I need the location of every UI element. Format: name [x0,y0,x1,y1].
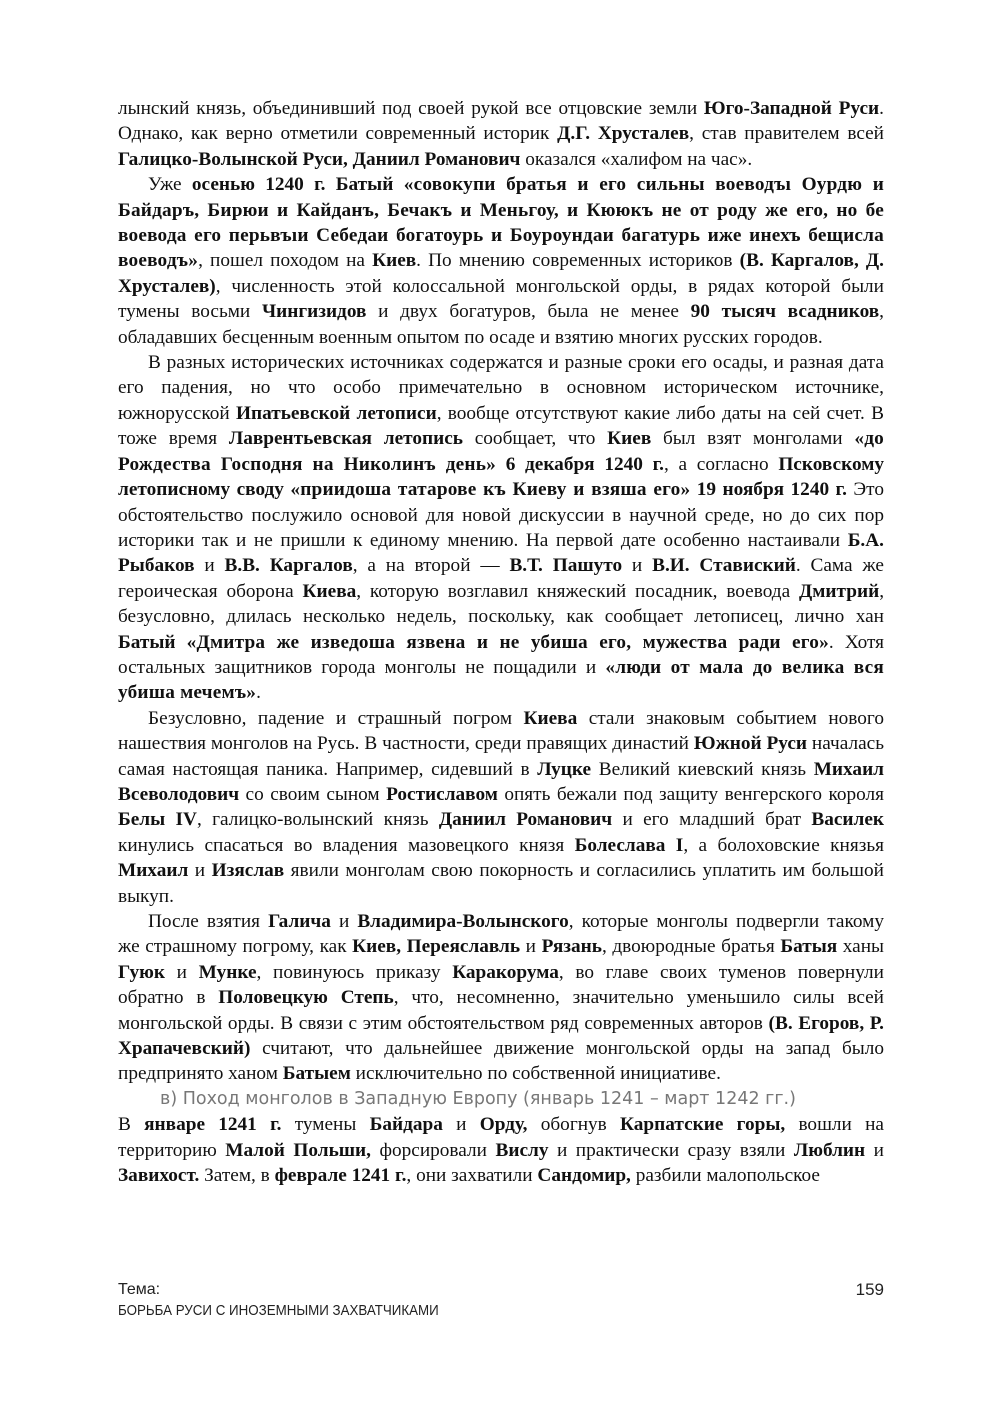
bold-term: Псковскому летописному своду [118,453,884,501]
bold-term: Батыя [780,936,838,958]
text-run: В разных исторических источниках содержатся и разные сроки его осады, и разная дата его падения, но что особо примечательно в основном историческом источнике, южнорусской [118,352,884,424]
text-run: , что, несомненно, значительно уменьшило силы всей монгольской орды. В связи с этим обстоятельством ряд современных авторов [118,987,884,1034]
chronicle-quote: «приидоша татарове къ Киеву и взяша его» [290,479,691,501]
main-text [118,96,884,1087]
text-run: . Сама же героическая оборона [118,555,884,602]
bold-term: январе 1241 г. [144,1114,282,1136]
bold-term: Михаил Всеволодович [118,758,884,805]
text-run: началась самая настоящая паника. Например, сидевший в [118,733,884,780]
bold-term: Ипатьевской летописи [235,402,437,424]
bold-term: Б.А. Рыбаков [118,529,884,577]
paragraph [118,706,884,909]
paragraph [118,350,884,706]
text-run: со своим сыном [239,783,387,805]
text-run: , повинуюсь приказу [256,961,453,983]
bold-term: Д.Г. Хрусталев [557,123,690,145]
text-run: тумены [281,1114,370,1136]
bold-term: Киева [523,707,578,729]
text-run: Это обстоятельство послужило основой для новой дискуссии в научной среде, но до сих пор историки так и не пришли к единому мнению. На первой дате особенно настаивали [118,479,884,551]
bold-term: Изяслав [211,860,285,882]
bold-term: Луцке [537,758,592,780]
text-run [496,454,506,475]
text-run: и [442,1114,480,1136]
text-run: обогнув [527,1114,621,1136]
bold-term: Вислу [495,1139,549,1161]
text-run: Безусловно, падение и страшный погром [148,707,524,729]
text-run: и [330,911,358,932]
text-run: стали знаковым событием нового нашествия монголов на Русь. В частности, среди правящих династий [118,707,884,755]
bold-term: Лаврентьевская летопись [228,428,463,450]
text-run: был взят монголами [651,428,855,450]
bold-term: 19 ноября 1240 г. [696,479,847,501]
bold-term: Галицко-Волынской Руси, Даниил Романович [118,148,521,170]
bold-term: Михаил [118,860,189,882]
text-run: , а согласно [663,453,779,475]
text-run: В [118,1114,145,1136]
bold-term: (В. Каргалов, Д. Хрусталев) [118,250,884,297]
text-run: разбили малопольское [630,1165,820,1187]
text-run: оказался «халифом на час». [520,148,753,170]
text-run: исключительно по собственной инициативе. [350,1063,721,1085]
bold-term: (В. Егоров, Р. Храпачевский) [118,1012,884,1060]
bold-term: феврале 1241 г. [274,1165,407,1187]
text-run: и двух богатуров, была не менее [366,301,691,323]
bold-term: В.В. Каргалов [224,555,353,577]
text-run: Затем, в [199,1165,275,1187]
text-run: , став правителем всей [689,123,884,145]
chronicle-quote: «совокупи братья и его сильны воеводъı Оурдю и Байдаръ, Бирюи и Кайданъ, Бечакъ и Меньгоу, и Кююкъ не от роду же его, но бе воевода его перьвъıи Себедаи богатоурь и Боуроундаи багатурь иже инехъ бещисла воеводъ» [118,174,885,272]
text-run: считают, что дальнейшее движение монгольской орды на запад было предпринято ханом [118,1038,884,1085]
text-run: . [256,682,261,704]
text-run: , которую возглавил княжеский посадник, воевода [356,580,800,602]
bold-term: Завихост. [118,1165,200,1187]
text-run: , а на второй — [352,555,510,577]
text-run: сообщает, что [462,428,608,450]
page-number: 159 [855,1280,884,1299]
text-run: опять бежали под защиту венгерского короля [497,783,885,805]
text-run: явили монголам свою покорность и согласились уплатить им большой выкуп. [118,860,884,907]
bold-term: Люблин [793,1139,866,1161]
bold-term: Болеслава I [574,834,684,856]
bold-term: Киев [372,250,417,272]
bold-term: Киева [302,580,357,602]
text-run: и [188,860,212,882]
text-run [176,632,187,653]
text-run: и практически сразу взяли [548,1139,794,1161]
text-run: , галицко-волынский князь [196,809,439,831]
topic-title: БОРЬБА РУСИ С ИНОЗЕМНЫМИ ЗАХВАТЧИКАМИ [118,1303,439,1319]
page-footer [118,1280,884,1322]
bold-term: Батыем [282,1063,351,1085]
bold-term: Южной Руси [693,733,808,755]
bold-term: Рязань [541,936,602,958]
text-run: и его младший брат [612,809,812,831]
paragraph [118,96,884,172]
text-run: лынский князь, объединивший под своей рукой все отцовские земли [118,98,704,119]
page-body [118,96,884,1188]
bold-term: Галича [268,911,331,932]
last-paragraph [118,1112,884,1188]
text-run: . По мнению современных историков [416,250,740,272]
bold-term: Мунке [198,961,257,983]
bold-term: В.Т. Пашуто [509,555,623,577]
bold-term: Ростиславом [386,783,498,805]
bold-term: Василек [811,809,884,831]
text-run: После взятия [148,911,269,932]
text-run: Великий киевский князь [591,758,814,780]
continued-text [118,1112,884,1188]
text-run: , вообще отсутствуют какие либо даты на сей счет. В тоже время [118,402,884,450]
bold-term: В.И. Ставиский [652,555,796,577]
chronicle-quote: «люди от мала до велика вся убиша мечемъ» [118,656,885,704]
bold-term: Даниил Романович [438,809,613,831]
bold-term: Юго-Западной Руси [703,98,880,119]
chronicle-quote: «Дмитра же изведоша язвена и не убиша его, мужества ради его» [186,631,829,653]
bold-term: Чингизидов [261,301,367,323]
text-run: вошли на территорию [118,1114,884,1161]
text-run: и [520,936,542,958]
text-run: . Хотя остальных защитников города монголы не пощадили и [118,631,884,678]
bold-term: Карпатские горы, [620,1114,786,1136]
text-run: ханы [837,936,884,958]
chronicle-quote: «до Рождества Господня на Николинъ день» [118,428,884,475]
text-run: форсировали [370,1139,496,1161]
text-run: . Однако, как верно отметили современный историк [118,98,884,145]
bold-term: Владимира-Волынского [357,911,569,932]
text-run: , безусловно, длилась несколько недель, поскольку, как сообщает летописец, лично хан [118,580,885,628]
text-run: , численность этой колоссальной монгольской орды, в рядах которой были тумены восьми [118,275,884,323]
text-run: и [622,555,653,577]
bold-term: Половецкую Степь [218,987,394,1009]
paragraph [118,909,884,1087]
text-run: , обладавших бесценным военным опытом по осаде и взятию многих русских городов. [118,301,884,348]
bold-term: Батый [118,631,176,653]
text-run: , они захватили [406,1165,538,1187]
bold-term: Дмитрий [799,580,880,602]
bold-term: Каракорума [452,961,559,983]
topic-label: Тема: [118,1281,161,1298]
text-run: Уже [148,174,192,196]
bold-term: Орду, [479,1114,528,1136]
bold-term: Малой Польши, [225,1139,371,1161]
text-run: , двоюродные братья [601,936,781,958]
text-run: , пошел походом на [198,250,373,272]
bold-term: Сандомир, [537,1165,631,1187]
text-run: кинулись спасаться во владения мазовецкого князя [118,834,575,856]
text-run: , а болоховские князья [683,834,884,856]
bold-term: Белы IV [118,809,197,831]
text-run: , которые монголы подвергли такому же страшному погрому, как [118,911,884,958]
section-heading: в) Поход монголов в Западную Европу (январь 1241 – март 1242 гг.) [160,1088,796,1109]
bold-term: Киев [607,428,652,450]
bold-term: Байдара [369,1114,443,1136]
bold-term: 90 тысяч всадников [690,301,880,323]
bold-term: Киев, Переяславль [352,936,521,958]
paragraph [118,172,884,350]
text-run: и [194,555,225,577]
bold-term: осенью 1240 г. Батый [191,174,394,196]
bold-term: 6 декабря 1240 г. [505,453,664,475]
bold-term: Гуюк [118,961,166,983]
text-run: , во главе своих туменов повернули обратно в [118,961,884,1009]
text-run: и [865,1139,884,1161]
text-run: и [165,961,199,983]
